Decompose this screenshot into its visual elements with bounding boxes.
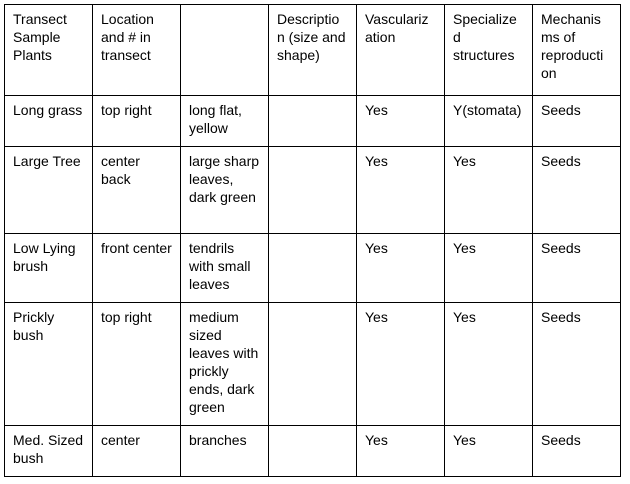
table-cell: medium sized leaves with prickly ends, dark green	[181, 303, 269, 426]
table-cell: top right	[93, 303, 181, 426]
table-cell: Long grass	[5, 96, 93, 147]
header-cell-sample-plants: Transect Sample Plants	[5, 5, 93, 96]
header-cell-specialized-structures: Specialize d structures	[445, 5, 533, 96]
table-cell: Med. Sized bush	[5, 426, 93, 477]
table-cell: Seeds	[533, 303, 621, 426]
table-cell	[269, 96, 357, 147]
table-cell: Yes	[357, 426, 445, 477]
table-cell: Yes	[357, 147, 445, 234]
table-cell: Large Tree	[5, 147, 93, 234]
table-cell: center	[93, 426, 181, 477]
table-row	[5, 234, 621, 303]
table-row	[5, 303, 621, 426]
table-cell: large sharp leaves, dark green	[181, 147, 269, 234]
table-cell: Yes	[445, 426, 533, 477]
table-cell: front center	[93, 234, 181, 303]
table-cell: Seeds	[533, 426, 621, 477]
table-cell: Low Lying brush	[5, 234, 93, 303]
header-cell-location: Location and # in transect	[93, 5, 181, 96]
table-cell	[269, 147, 357, 234]
header-cell-vascularization: Vasculariz ation	[357, 5, 445, 96]
table-cell: center back	[93, 147, 181, 234]
table-cell: Yes	[445, 147, 533, 234]
header-cell-description: Descriptio n (size and shape)	[269, 5, 357, 96]
table-cell: Seeds	[533, 96, 621, 147]
table-cell: Yes	[445, 234, 533, 303]
table-cell: Seeds	[533, 234, 621, 303]
table-cell: tendrils with small leaves	[181, 234, 269, 303]
table-row	[5, 147, 621, 234]
table-cell: Yes	[357, 303, 445, 426]
table-cell: Seeds	[533, 147, 621, 234]
table-cell: long flat, yellow	[181, 96, 269, 147]
header-cell-reproduction: Mechanis ms of reproducti on	[533, 5, 621, 96]
table-cell: top right	[93, 96, 181, 147]
table-cell: Y(stomata)	[445, 96, 533, 147]
table-cell: Yes	[357, 234, 445, 303]
table-row	[5, 96, 621, 147]
table-cell: Yes	[445, 303, 533, 426]
header-cell-blank	[181, 5, 269, 96]
table-cell	[269, 234, 357, 303]
table-row	[5, 426, 621, 477]
table-cell	[269, 426, 357, 477]
table-cell	[269, 303, 357, 426]
table-header-row	[5, 5, 621, 96]
table-cell: Yes	[357, 96, 445, 147]
table-cell: branches	[181, 426, 269, 477]
table-cell: Prickly bush	[5, 303, 93, 426]
plant-transect-table	[4, 4, 621, 477]
